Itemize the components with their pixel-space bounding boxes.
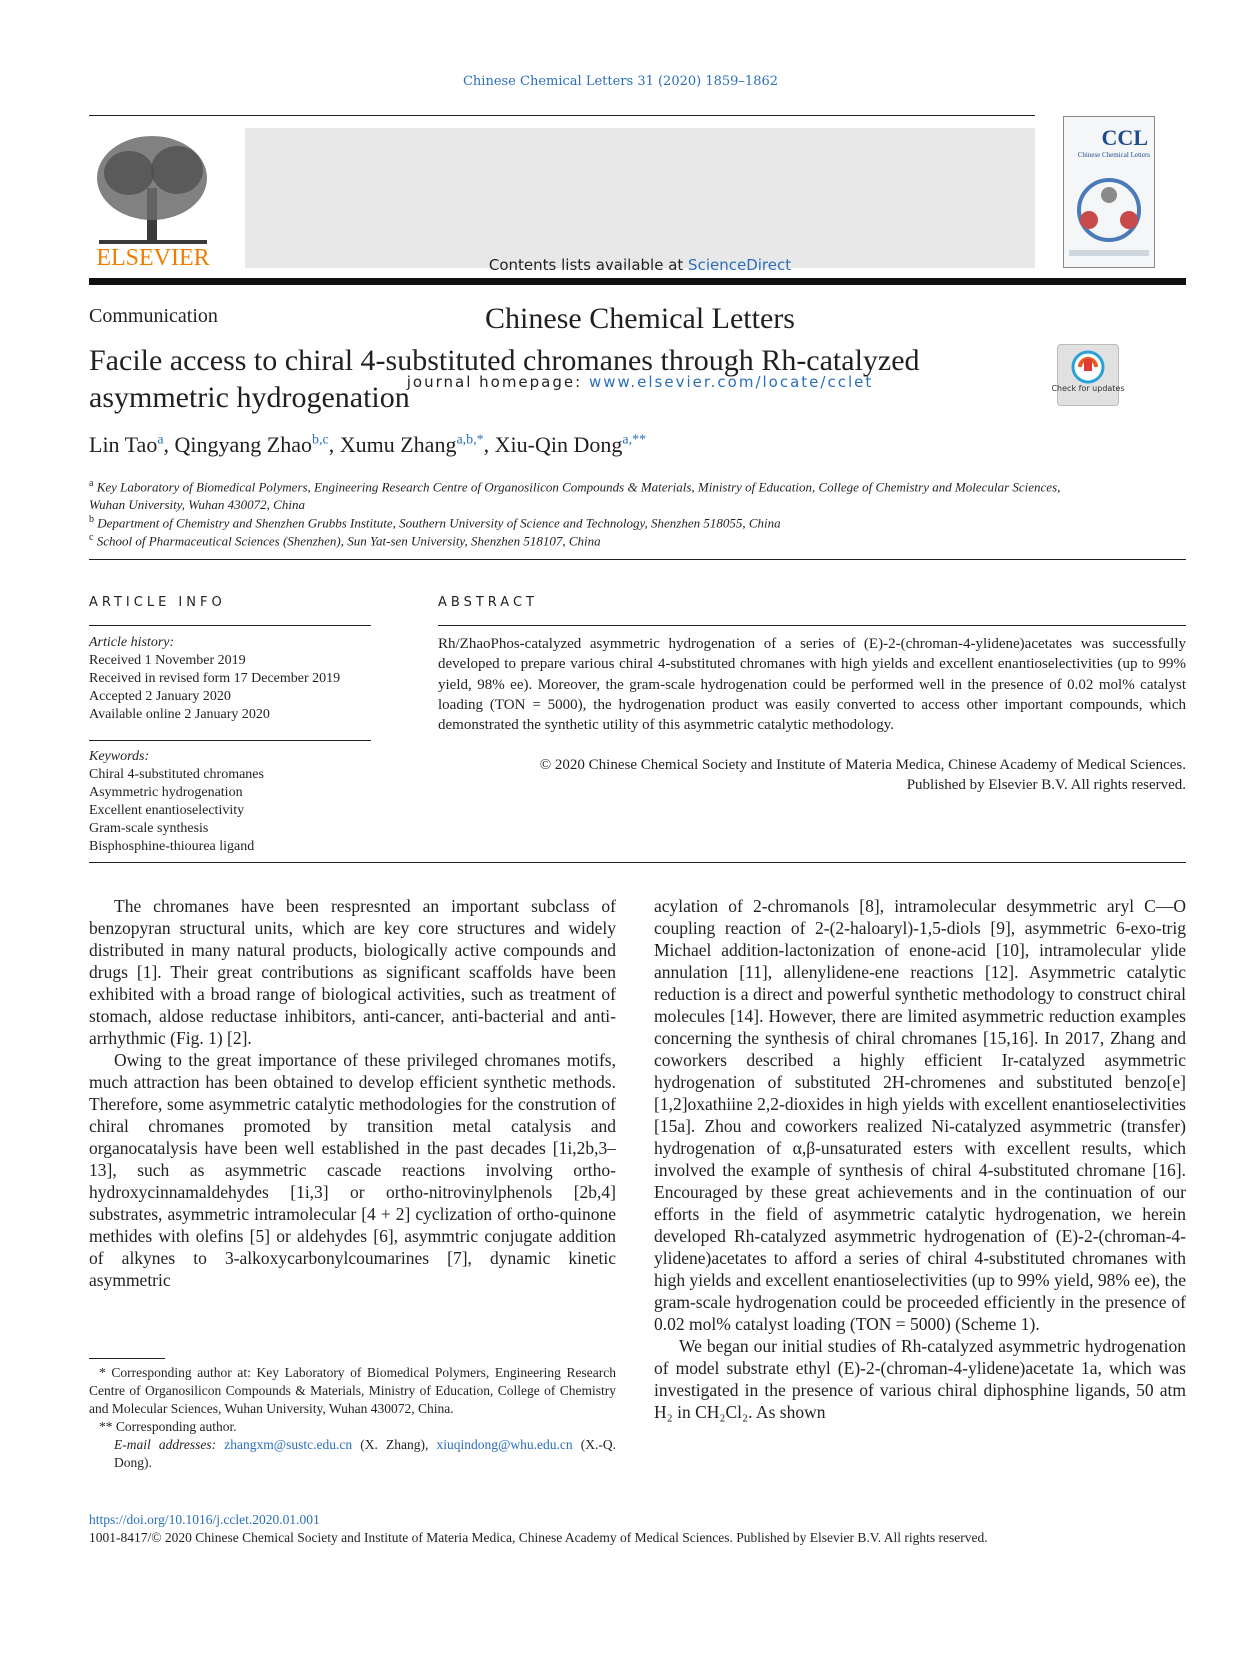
abstract-bottom-rule: [89, 862, 1186, 863]
author-marks[interactable]: a: [157, 432, 164, 448]
affiliation: [89, 475, 1089, 514]
email-footnote: [89, 1436, 616, 1472]
publisher-logo-text: ELSEVIER: [96, 245, 210, 271]
affiliation-mark: b: [89, 514, 94, 525]
history-item: Received in revised form 17 December 2019: [89, 671, 341, 686]
abstract-copyright: [438, 755, 1186, 796]
footnotes: [89, 1364, 616, 1472]
body-right-column: [654, 895, 1186, 1423]
author-name[interactable]: Lin Tao: [89, 432, 158, 457]
body-paragraph: acylation of 2-chromanols [8], intramolecular desymmetric aryl C—O coupling reaction of 2-(2-haloaryl)-1,5-diols [9], asymmetric 6-exo-trig Michael addition-lactonization of enone-acid [10], intramolecular ylide annulation [11], allenylidene-ene reactions [12]. Asymmetric catalytic reduction is a direct and powerful synthetic methodology to construct chiral molecules [14]. However, there are limited asymmetric reduction examples concerning the synthesis of chiral chromanes [15,16]. In 2017, Zhang and coworkers described a highly efficient Ir-catalyzed asymmetric hydrogenation of substituted 2H-chromenes and substituted benzo[e][1,2]oxathiine 2,2-dioxides in high yields with excellent enantioselectivities [15a]. Zhou and coworkers realized Ni-catalyzed asymmetric (transfer) hydrogenation of α,β-unsaturated esters with excellent results, which involved the example of synthesis of chiral 4-substituted chromane [16]. Encouraged by these great achievements and in the continuation of our efforts in the field of asymmetric catalytic hydrogenation, we herein developed Rh-catalyzed asymmetric hydrogenation of (E)-2-(chroman-4-ylidene)acetates to afford a series of chiral 4-substituted chromanes with high yields and excellent enantioselectivities (up to 99% yield, 98% ee), the gram-scale hydrogenation could be proceeded efficiently in the presence of 0.02 mol% catalyst loading (TON = 5000) (Scheme 1).: [654, 896, 1186, 1334]
elsevier-logo[interactable]: [89, 128, 217, 271]
history-label: Article history:: [89, 635, 175, 650]
check-updates-label: Check for updates: [1051, 384, 1125, 393]
elsevier-tree-icon: [89, 128, 217, 271]
author-marks[interactable]: a,b,*: [456, 432, 484, 448]
abstract-heading: ABSTRACT: [438, 595, 538, 610]
cover-label: CCL: [1101, 125, 1148, 150]
article-history: [89, 634, 379, 724]
keywords: [89, 748, 379, 856]
issn-line: 1001-8417/© 2020 Chinese Chemical Society and Institute of Materia Medica, Chinese Academy of Medical Sciences. Published by Elsevier B.V. All rights reserved.: [89, 1530, 988, 1545]
affiliation-text: Key Laboratory of Biomedical Polymers, Engineering Research Centre of Organosilicon Compounds & Materials, Ministry of Education, College of Chemistry and Molecular Sciences, Wuhan University, Wuhan 430072, China: [89, 479, 1061, 513]
keywords-label: Keywords:: [89, 749, 150, 764]
contents-prefix: Contents lists available at: [488, 256, 689, 274]
affiliation-mark: c: [89, 532, 94, 543]
email-link[interactable]: zhangxm@sustc.edu.cn: [224, 1437, 353, 1452]
copyright-line: Published by Elsevier B.V. All rights reserved.: [906, 777, 1186, 794]
keywords-rule: [89, 740, 371, 741]
author-list: Lin Tao$^a$, Qingyang Zhao$^{b,c}$, Xumu Zhang$^{a,b,*}$, Xiu-Qin Dong$^{a,**}$: [89, 432, 647, 457]
contents-line: [245, 256, 1035, 274]
title-block-rule: [89, 559, 1186, 560]
keyword: Asymmetric hydrogenation: [89, 785, 243, 800]
abstract-rule: [438, 625, 1186, 626]
affiliation-text: Department of Chemistry and Shenzhen Grubbs Institute, Southern University of Science and Technology, Shenzhen 518055, China: [97, 515, 781, 531]
footnote-rule: [89, 1358, 165, 1359]
homepage-prefix: journal homepage:: [406, 373, 589, 391]
keyword: Gram-scale synthesis: [89, 821, 209, 836]
history-item: Available online 2 January 2020: [89, 707, 270, 722]
footnote: * Corresponding author at: Key Laboratory of Biomedical Polymers, Engineering Research Centre of Organosilicon Compounds & Materials, Ministry of Education, College of Chemistry and Molecular Sciences, Wuhan University, Wuhan 430072, China.: [89, 1365, 616, 1416]
author-name[interactable]: Xumu Zhang: [339, 432, 457, 457]
check-updates-icon: [1051, 345, 1125, 405]
article-type: Communication: [89, 305, 218, 327]
history-item: Received 1 November 2019: [89, 653, 246, 668]
article-title: Facile access to chiral 4-substituted chromanes through Rh-catalyzed asymmetric hydrogenation: [89, 344, 920, 414]
doi-link[interactable]: https://doi.org/10.1016/j.cclet.2020.01.001: [89, 1512, 320, 1527]
email-link[interactable]: xiuqindong@whu.edu.cn: [436, 1437, 573, 1452]
affiliation-text: School of Pharmaceutical Sciences (Shenzhen), Sun Yat-sen University, Shenzhen 518107, China: [96, 533, 601, 549]
author-name[interactable]: Xiu-Qin Dong: [494, 432, 623, 457]
author-name[interactable]: Qingyang Zhao: [174, 432, 313, 457]
body-paragraph: We began our initial studies of Rh-catalyzed asymmetric hydrogenation of model substrate ethyl (E)-2-(chroman-4-ylidene)acetate 1a, which was investigated in the presence of various chiral diphosphine ligands, 50 atm H₂ in CH₂Cl₂. As shown: [654, 1336, 1186, 1422]
affiliation: [89, 529, 1089, 550]
abstract-text: Rh/ZhaoPhos-catalyzed asymmetric hydrogenation of a series of (E)-2-(chroman-4-ylidene)acetates was successfully developed to prepare various chiral 4-substituted chromanes with high yields and excellent enantioselectivities (up to 99% yield, 98% ee). Moreover, the gram-scale hydrogenation could be performed well in the presence of 0.02 mol% catalyst loading (TON = 5000), the hydrogenation product was easily converted to access other important compounds, which demonstrated the synthetic utility of this asymmetric catalytic methodology.: [438, 636, 1186, 734]
body-paragraph: The chromanes have been respresnted an important subclass of benzopyran structural units, which are key core structures and widely distributed in many natural products, biologically active compounds and drugs [1]. Their great contributions as significant scaffolds have been exhibited with a broad range of biological activities, such as treatment of stomach, aldose reductase inhibitors, anti-cancer, anti-bacterial and anti-arrhythmic (Fig. 1) [2].: [89, 896, 616, 1048]
email-owner: (X. Zhang),: [352, 1437, 437, 1452]
footnote: ** Corresponding author.: [99, 1419, 237, 1434]
journal-reference[interactable]: Chinese Chemical Letters 31 (2020) 1859–1862: [462, 74, 779, 89]
header-thick-rule: [89, 278, 1186, 285]
email-owner: (X.-Q. Dong).: [114, 1437, 616, 1470]
article-info-heading: ARTICLE INFO: [89, 595, 226, 610]
sciencedirect-link[interactable]: ScienceDirect: [688, 256, 792, 274]
journal-cover[interactable]: [1063, 116, 1155, 268]
homepage-link[interactable]: www.elsevier.com/locate/cclet: [588, 373, 874, 391]
body-paragraph: Owing to the great importance of these privileged chromanes motifs, much attraction has been obtained to develop efficient synthetic methods. Therefore, some asymmetric catalytic methodologies for the constrution of chiral chromanes promoted by transition metal catalysis and organocatalysis have been well established in the past decades [1i,2b,3–13], such as asymmetric cascade reactions involving ortho-hydroxycinnamaldehydes [1i,3] or ortho-nitrovinylphenols [2b,4] substrates, asymmetric intramolecular [4 + 2] cyclization of ortho-quinone methides with olefins [5] or aldehydes [6], asymmtric conjugate addition of alkynes to 3-alkoxycarbonylcoumarines [7], dynamic kinetic asymmetric: [89, 1050, 616, 1290]
cover-subtitle: Chinese Chemical Letters: [1077, 151, 1150, 159]
cover-art-icon: [1064, 165, 1154, 265]
check-for-updates-button[interactable]: [1051, 344, 1125, 406]
history-item: Accepted 2 January 2020: [89, 689, 231, 704]
header-rule: [89, 115, 1035, 116]
author-marks[interactable]: b,c: [312, 432, 329, 448]
author-marks[interactable]: a,**: [622, 432, 647, 448]
affiliation-mark: a: [89, 478, 94, 489]
keyword: Excellent enantioselectivity: [89, 803, 245, 818]
journal-title: Chinese Chemical Letters: [485, 302, 795, 335]
article-info-rule: [89, 625, 371, 626]
body-left-column: [89, 895, 616, 1291]
keyword: Chiral 4-substituted chromanes: [89, 767, 264, 782]
copyright-line: © 2020 Chinese Chemical Society and Institute of Materia Medica, Chinese Academy of Medical Sciences.: [539, 757, 1186, 773]
email-label: E-mail addresses:: [114, 1437, 225, 1452]
keyword: Bisphosphine-thiourea ligand: [89, 839, 255, 854]
